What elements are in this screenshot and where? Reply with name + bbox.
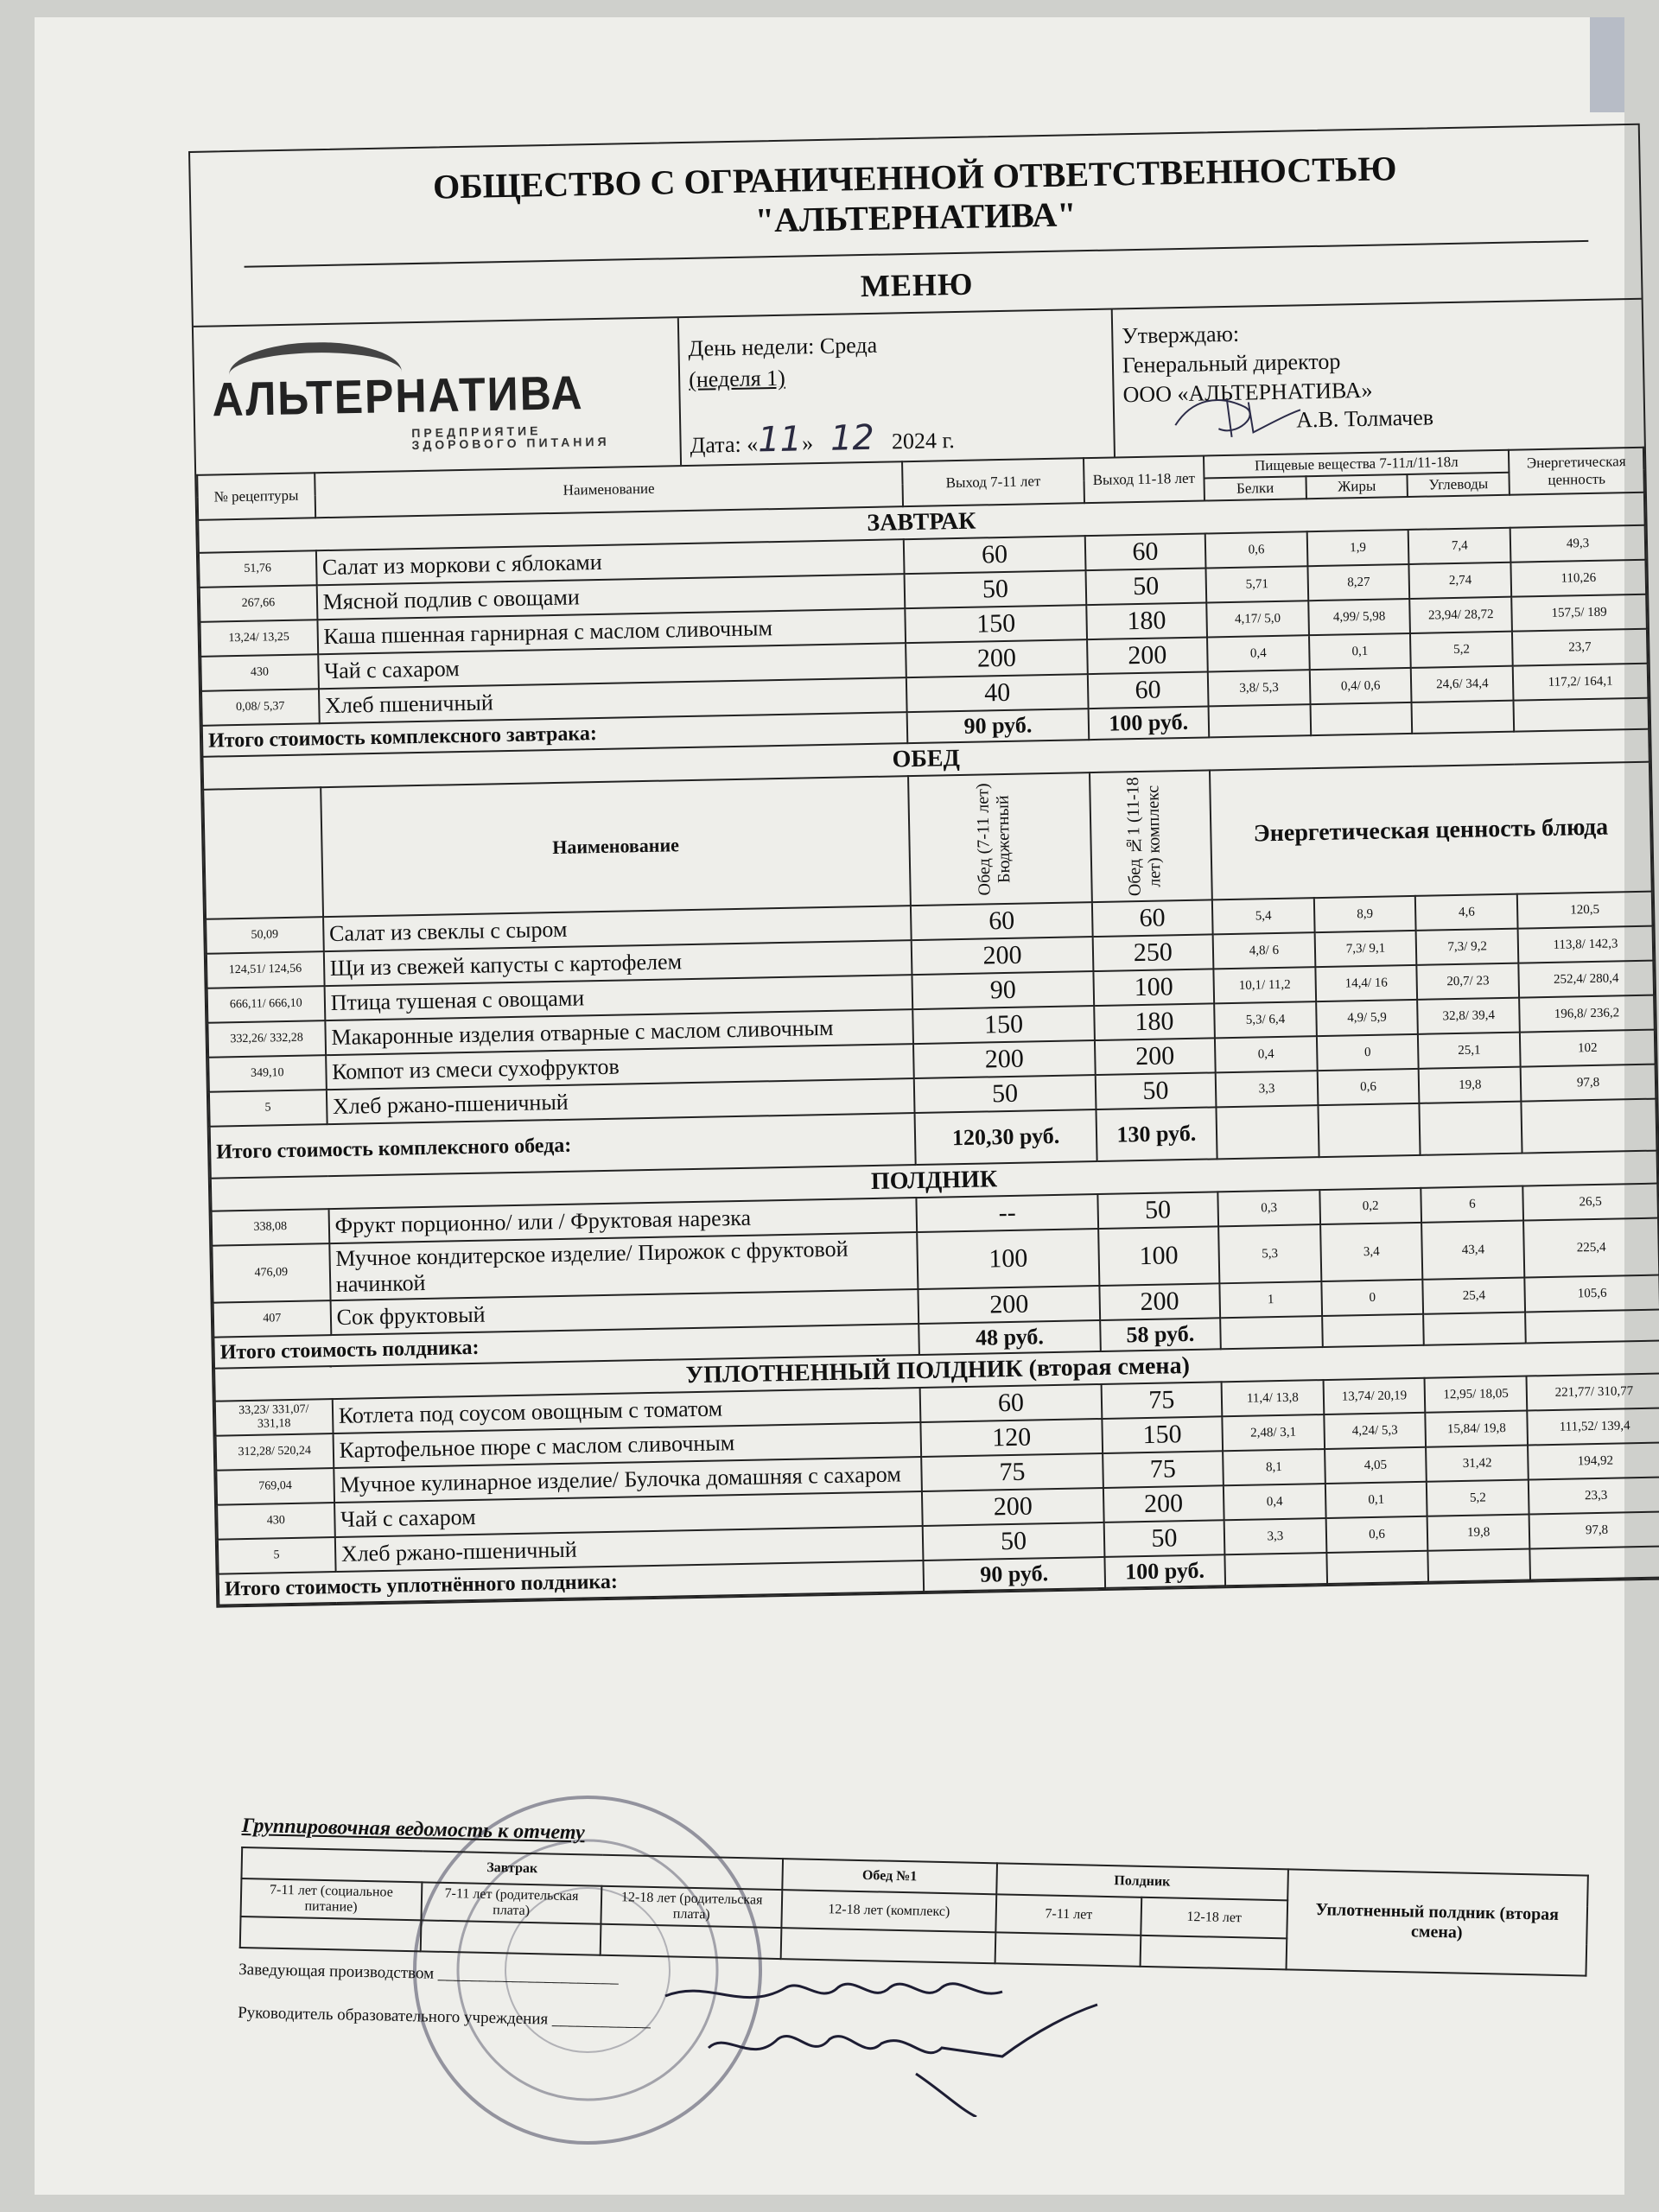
fat-cell: 8,9 [1314,896,1416,932]
total-value-2: 100 руб. [1088,706,1209,740]
output-11-18-cell: 200 [1099,1283,1220,1320]
fat-cell: 7,3/ 9,1 [1314,931,1416,967]
grouping-title: Группировочная ведомость к отчету [241,1815,585,1845]
dish-name-cell: Фрукт порционно/ или / Фруктовая нарезка [328,1198,917,1243]
approve-line-2: Генеральный директор [1122,348,1341,378]
date-line [690,409,1105,465]
dish-name-cell: Мясной подлив с овощами [316,574,905,620]
output-11-18-cell: 60 [1087,671,1208,709]
output-7-11-cell: 150 [906,605,1087,643]
carbs-cell: 24,6/ 34,4 [1411,666,1514,702]
grp-s2: 12-18 лет [1141,1897,1287,1939]
output-11-18-cell: 150 [1102,1416,1223,1453]
output-11-18-cell: 60 [1084,533,1205,570]
dish-name-cell: Салат из моркови с яблоками [316,539,905,585]
protein-cell: 0,4 [1215,1036,1317,1072]
org-line-1: ОБЩЕСТВО С ОГРАНИЧЕННОЙ ОТВЕТСТВЕННОСТЬЮ [432,149,1397,207]
energy-cell: 196,8/ 236,2 [1519,995,1655,1033]
energy-cell: 23,7 [1512,629,1648,666]
fat-cell: 3,4 [1320,1223,1423,1281]
menu-sheet [188,124,1659,1608]
protein-cell: 0,4 [1224,1484,1325,1520]
protein-cell: 0,6 [1205,531,1307,568]
dish-name-cell: Салат из свеклы с сыром [323,906,912,951]
paper [35,17,1634,2195]
protein-cell: 0,3 [1217,1190,1319,1226]
recipe-cell: 5 [218,1537,335,1574]
day-label: День недели: Среда [688,332,878,361]
recipe-cell: 51,76 [199,550,316,588]
fat-cell: 0,6 [1317,1069,1419,1105]
recipe-cell: 332,26/ 332,28 [207,1020,325,1058]
recipe-cell: 13,24/ 13,25 [200,620,317,657]
output-7-11-cell: 120 [921,1419,1103,1457]
header-row [194,298,1644,474]
output-11-18-cell: 60 [1091,899,1212,937]
dish-name-cell: Сок фруктовый [330,1289,918,1335]
recipe-cell: 0,08/ 5,37 [201,689,319,726]
grp-empty-cell [1141,1936,1287,1970]
col-energy: Энергетическая ценность [1509,448,1644,495]
dish-name-cell: Макаронные изделия отварные с маслом сливочным [325,1009,913,1055]
date-day: 11 [757,419,803,461]
grp-lunch-sub: 12-18 лет (комплекс) [781,1890,996,1932]
col-carbs: Углеводы [1408,473,1510,497]
output-7-11-cell: 60 [911,902,1092,940]
energy-cell: 97,8 [1529,1512,1659,1549]
output-11-18-cell: 250 [1092,934,1213,971]
lunch-col-name: Наименование [321,776,911,917]
dish-name-cell: Чай с сахаром [318,643,906,689]
col-nutrients: Пищевые вещества 7-11л/11-18л [1204,450,1509,479]
director-signature-icon [1166,388,1306,442]
grp-b2: 7-11 лет (родительская плата) [421,1882,602,1923]
output-7-11-cell: -- [917,1194,1098,1232]
output-7-11-cell: 200 [918,1286,1100,1324]
dish-name-cell: Птица тушеная с овощами [324,975,912,1020]
logo-subtitle: ПРЕДПРИЯТИЕ ЗДОРОВОГО ПИТАНИЯ [411,423,610,453]
fat-cell: 4,05 [1325,1447,1427,1484]
energy-cell: 252,4/ 280,4 [1518,961,1654,998]
col-protein: Белки [1205,476,1306,500]
day-info [679,309,1116,465]
carbs-cell: 7,3/ 9,2 [1416,929,1519,965]
dish-name-cell: Каша пшенная гарнирная с маслом сливочным [317,608,906,654]
output-7-11-cell: 200 [913,1040,1095,1078]
output-11-18-cell: 50 [1097,1192,1218,1229]
sign-director: Руководитель образовательного учреждения ____________ [237,2003,652,2031]
sign-production: Заведующая производством ______________________ [238,1960,620,1987]
output-11-18-cell: 100 [1098,1226,1220,1286]
recipe-cell: 124,51/ 124,56 [207,951,324,988]
grp-empty-cell [240,1916,421,1951]
output-7-11-cell: 40 [906,674,1088,712]
output-11-18-cell: 200 [1095,1038,1216,1075]
fat-cell: 4,24/ 5,3 [1324,1413,1426,1449]
recipe-cell: 349,10 [208,1055,326,1092]
carbs-cell: 23,94/ 28,72 [1410,597,1513,633]
approve-line-3: ООО «АЛЬТЕРНАТИВА» [1122,377,1373,407]
fat-cell: 13,74/ 20,19 [1323,1378,1425,1414]
protein-cell: 8,1 [1223,1449,1325,1485]
date-mid: » [801,429,814,456]
carbs-cell: 43,4 [1421,1221,1524,1280]
date-month: 12 [830,417,875,459]
output-7-11-cell: 200 [912,937,1093,975]
output-7-11-cell: 150 [913,1006,1095,1044]
total-value-1: 120,30 руб. [915,1109,1096,1165]
output-11-18-cell: 75 [1101,1382,1222,1419]
date-year: 2024 г. [891,427,955,454]
dense-rows [215,1374,1659,1574]
fat-cell: 0,1 [1325,1482,1427,1518]
total-value-1: 48 руб. [919,1320,1101,1355]
output-7-11-cell: 50 [914,1075,1096,1113]
energy-cell: 49,3 [1510,525,1646,563]
carbs-cell: 12,95/ 18,05 [1425,1376,1528,1413]
fat-cell: 0 [1321,1280,1423,1316]
dish-name-cell: Котлета под соусом овощным с томатом [332,1388,920,1433]
output-11-18-cell: 50 [1103,1520,1224,1557]
protein-cell: 11,4/ 13,8 [1222,1380,1324,1416]
energy-cell: 221,77/ 310,77 [1527,1374,1659,1411]
protein-cell: 5,4 [1212,898,1314,934]
col-recipe: № рецептуры [197,473,315,520]
recipe-cell: 50,09 [206,917,323,954]
carbs-cell: 31,42 [1426,1446,1529,1482]
approval-block [1113,300,1644,457]
dish-name-cell: Мучное кулинарное изделие/ Булочка домашняя с сахаром [334,1457,922,1503]
menu-frame [188,124,1659,1608]
carbs-cell: 25,4 [1423,1278,1526,1314]
grp-b1: 7-11 лет (социальное питание) [241,1878,422,1920]
energy-cell: 117,2/ 164,1 [1513,664,1649,701]
output-11-18-cell: 180 [1094,1003,1215,1040]
recipe-cell: 430 [200,654,318,691]
output-7-11-cell: 50 [905,570,1086,608]
approve-line-1: Утверждаю: [1122,321,1240,349]
section-snack: ПОЛДНИК [211,1151,1657,1211]
sign-production-label: Заведующая производством [238,1960,435,1983]
grp-s1: 7-11 лет [995,1894,1141,1936]
energy-cell: 157,5/ 189 [1511,594,1647,632]
energy-cell: 194,92 [1528,1443,1659,1480]
menu-title: МЕНЮ [860,266,974,304]
energy-cell: 225,4 [1523,1218,1659,1278]
energy-cell: 26,5 [1522,1184,1658,1221]
recipe-cell: 769,04 [216,1468,334,1505]
dish-name-cell: Мучное кондитерское изделие/ Пирожок с фруктовой начинкой [329,1232,918,1300]
total-label: Итого стоимость полдника: [213,1324,919,1369]
protein-cell: 3,3 [1216,1071,1318,1107]
energy-cell: 97,8 [1521,1065,1656,1102]
carbs-cell: 19,8 [1427,1515,1530,1551]
carbs-cell: 19,8 [1419,1067,1522,1103]
energy-cell: 111,52/ 139,4 [1527,1408,1659,1446]
carbs-cell: 15,84/ 19,8 [1426,1411,1529,1447]
recipe-cell: 33,23/ 331,07/ 331,18 [215,1399,333,1436]
background-object [1590,17,1624,112]
fat-cell: 0,1 [1309,633,1411,670]
grp-lunch: Обед №1 [782,1859,997,1894]
protein-cell: 10,1/ 11,2 [1214,967,1316,1003]
logo [194,318,682,474]
menu-table [196,447,1659,1606]
handwritten-signature-icon [657,1944,1106,2117]
fat-cell: 8,27 [1307,564,1409,601]
output-7-11-cell: 200 [922,1488,1103,1526]
col-fat: Жиры [1306,474,1408,499]
output-11-18-cell: 50 [1095,1072,1216,1109]
carbs-cell: 6 [1421,1186,1524,1223]
recipe-cell: 5 [209,1090,327,1127]
lunch-col-1: Обед (7-11 лет) Бюджетный [973,783,1014,896]
output-11-18-cell: 180 [1086,602,1207,639]
dish-name-cell: Щи из свежей капусты с картофелем [324,940,912,986]
carbs-cell: 32,8/ 39,4 [1417,998,1520,1034]
energy-cell: 23,3 [1529,1478,1659,1515]
lunch-col-energy: Энергетическая ценность блюда [1210,762,1652,900]
total-label: Итого стоимость комплексного обеда: [210,1113,916,1179]
dish-name-cell: Хлеб ржано-пшеничный [335,1526,924,1572]
total-value-2: 130 руб. [1096,1107,1217,1161]
output-11-18-cell: 50 [1085,568,1206,605]
dish-name-cell: Чай с сахаром [334,1491,923,1537]
protein-cell: 4,17/ 5,0 [1206,601,1308,637]
protein-cell: 0,4 [1207,635,1309,671]
output-7-11-cell: 75 [922,1453,1103,1491]
carbs-cell: 4,6 [1415,894,1518,931]
energy-cell: 120,5 [1517,892,1653,929]
output-11-18-cell: 100 [1093,969,1214,1006]
output-7-11-cell: 100 [918,1229,1099,1289]
total-value-1: 90 руб. [907,709,1089,743]
week-label: (неделя 1) [688,365,786,393]
fat-cell: 0 [1317,1034,1419,1071]
dish-name-cell: Картофельное пюре с маслом сливочным [333,1422,921,1468]
output-11-18-cell: 200 [1087,637,1208,674]
carbs-cell: 25,1 [1418,1033,1521,1069]
recipe-cell: 666,11/ 666,10 [207,986,325,1023]
carbs-cell: 7,4 [1408,528,1511,564]
dish-name-cell: Хлеб пшеничный [319,677,907,723]
output-7-11-cell: 50 [923,1522,1104,1560]
energy-cell: 105,6 [1524,1275,1659,1313]
total-value-2: 100 руб. [1104,1554,1225,1588]
grp-breakfast: Завтрак [241,1847,783,1890]
recipe-cell: 267,66 [200,585,317,622]
approve-name: А.В. Толмачев [1295,404,1434,433]
fat-cell: 0,4/ 0,6 [1309,668,1411,704]
col-out1: Выход 7-11 лет [902,458,1084,506]
recipe-cell: 430 [217,1503,334,1540]
protein-cell: 5,3/ 6,4 [1214,1001,1316,1038]
output-7-11-cell: 200 [906,639,1087,677]
total-label: Итого стоимость комплексного завтрака: [202,712,908,757]
recipe-cell: 338,08 [212,1209,329,1246]
col-name: Наименование [315,461,904,518]
fat-cell: 4,9/ 5,9 [1316,1000,1418,1036]
lunch-col-2: Обед №1 (11-18 лет) комплекс [1123,777,1165,897]
output-11-18-cell: 200 [1103,1485,1224,1522]
total-value-2: 58 руб. [1100,1318,1221,1351]
protein-cell: 3,3 [1224,1518,1326,1554]
energy-cell: 113,8/ 142,3 [1518,926,1654,963]
output-7-11-cell: 90 [912,971,1094,1009]
grp-empty-cell [420,1920,601,1955]
org-line-2: "АЛЬТЕРНАТИВА" [754,194,1077,240]
lunch-rows [206,892,1656,1127]
fat-cell: 14,4/ 16 [1315,965,1417,1001]
recipe-cell: 407 [213,1300,331,1338]
section-breakfast: ЗАВТРАК [198,493,1644,553]
section-lunch: ОБЕД [202,729,1649,790]
dish-name-cell: Компот из смеси сухофруктов [326,1044,914,1090]
fat-cell: 0,6 [1325,1516,1427,1553]
grp-b3: 12-18 лет (родительская плата) [601,1886,783,1928]
fat-cell: 0,2 [1319,1188,1421,1224]
protein-cell: 3,8/ 5,3 [1208,670,1310,706]
date-prefix: Дата: « [690,431,759,458]
protein-cell: 4,8/ 6 [1213,932,1315,969]
output-11-18-cell: 75 [1103,1451,1224,1488]
logo-text: АЛЬТЕРНАТИВА [211,365,584,427]
fat-cell: 1,9 [1306,530,1408,566]
carbs-cell: 5,2 [1410,632,1513,668]
protein-cell: 5,3 [1218,1224,1321,1283]
protein-cell: 1 [1220,1281,1322,1318]
grp-snack: Полдник [996,1863,1287,1900]
energy-cell: 102 [1520,1030,1656,1067]
output-7-11-cell: 60 [920,1384,1102,1422]
section-dense-snack: УПЛОТНЕННЫЙ ПОЛДНИК (вторая смена) [214,1341,1659,1402]
protein-cell: 2,48/ 3,1 [1222,1414,1324,1451]
output-7-11-cell: 60 [904,536,1085,574]
total-label: Итого стоимость уплотнённого полдника: [219,1560,925,1605]
recipe-cell: 312,28/ 520,24 [216,1433,334,1471]
dish-name-cell: Хлеб ржано-пшеничный [327,1078,915,1124]
fat-cell: 4,99/ 5,98 [1308,599,1410,635]
carbs-cell: 5,2 [1427,1480,1529,1516]
col-out2: Выход 11-18 лет [1084,456,1205,504]
total-value-1: 90 руб. [924,1557,1105,1592]
carbs-cell: 2,74 [1409,563,1512,599]
energy-cell: 110,26 [1511,560,1647,597]
sign-director-label: Руководитель образовательного учреждения [237,2003,549,2029]
recipe-cell: 476,09 [212,1243,330,1303]
breakfast-rows [199,525,1649,726]
protein-cell: 5,71 [1206,566,1308,602]
grp-dense: Уплотненный полдник (вторая смена) [1286,1869,1588,1975]
carbs-cell: 20,7/ 23 [1417,963,1520,1000]
